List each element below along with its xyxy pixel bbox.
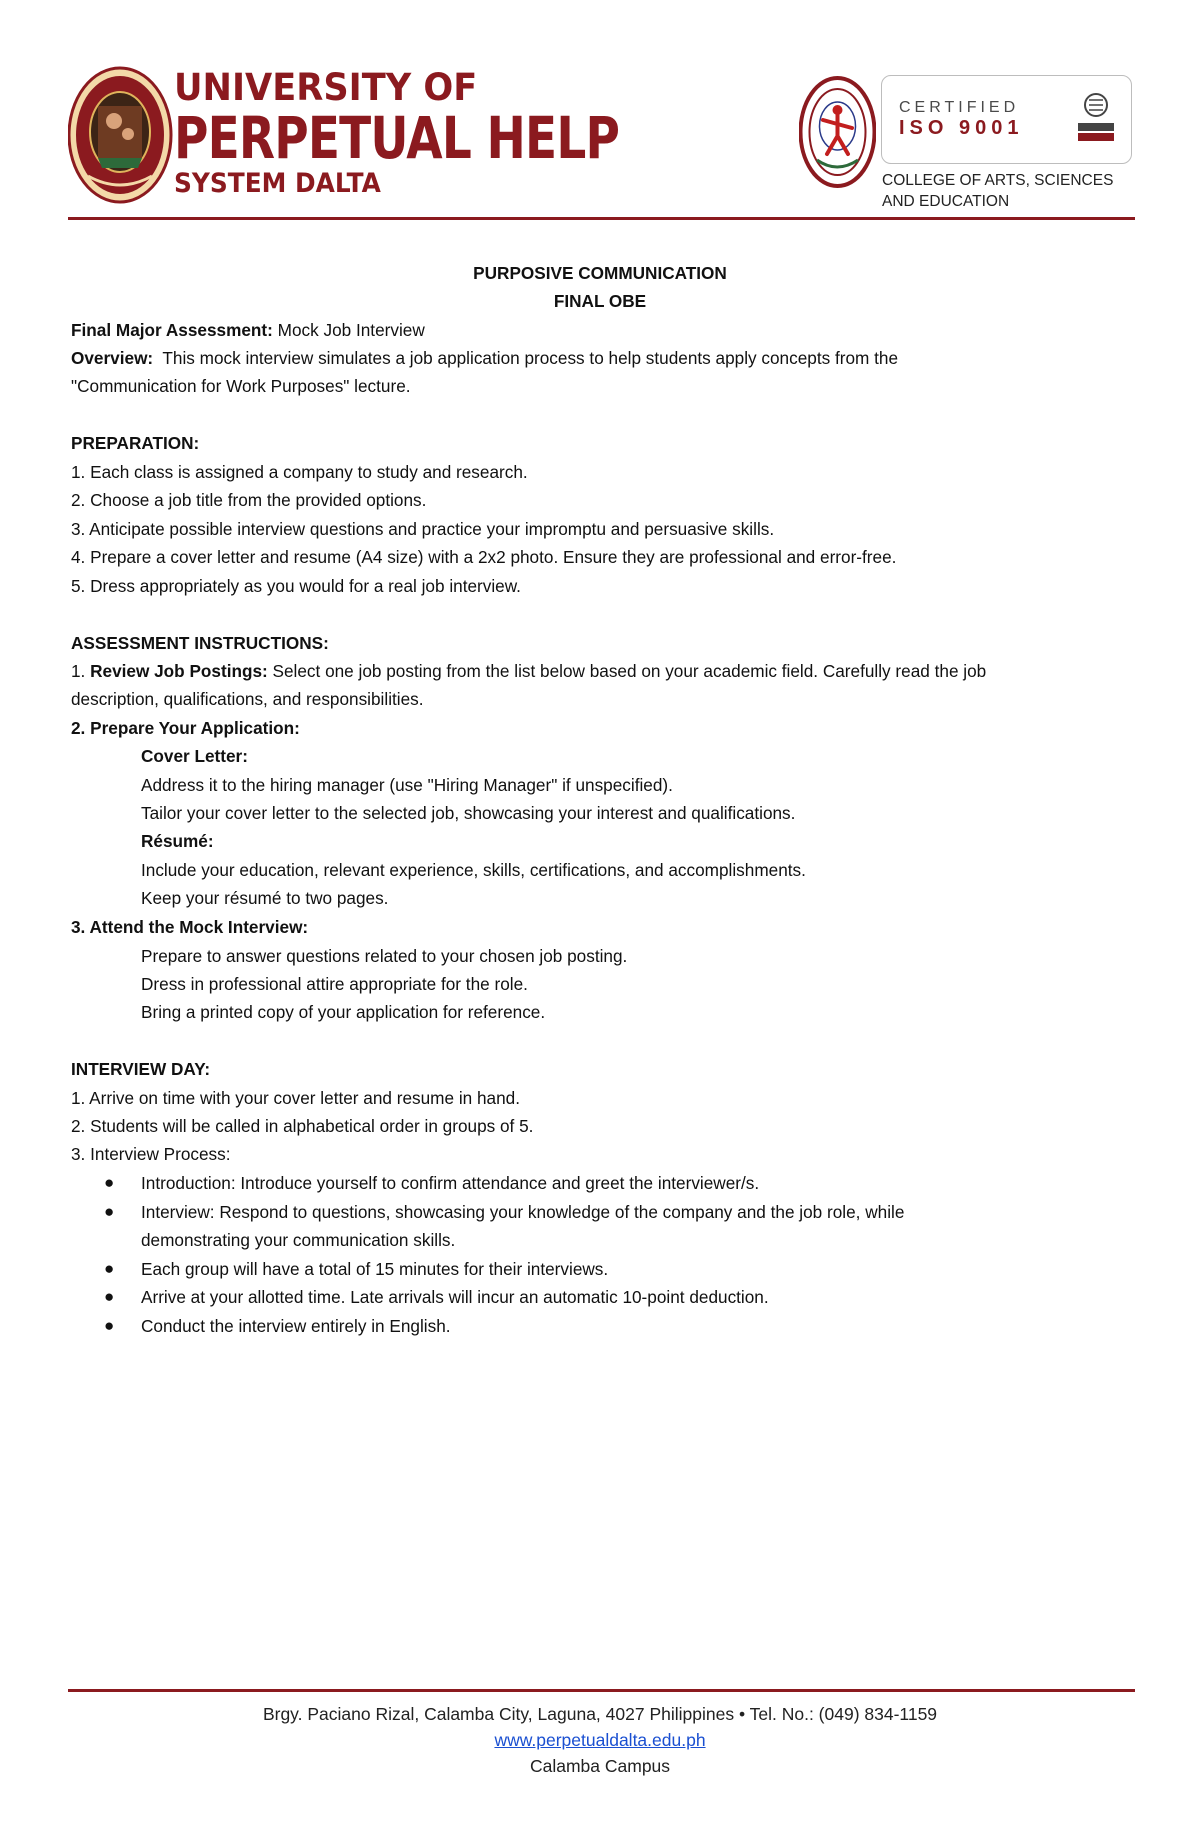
list-item: 4. Prepare a cover letter and resume (A4 size) with a 2x2 photo. Ensure they are professional and error-free. bbox=[71, 547, 897, 567]
website-link[interactable]: www.perpetualdalta.edu.ph bbox=[494, 1730, 706, 1750]
resume-label: Résumé: bbox=[141, 831, 214, 851]
bullet-icon: ● bbox=[104, 1259, 115, 1278]
step-1-continued: description, qualifications, and responsibilities. bbox=[71, 689, 424, 709]
list-item: Dress in professional attire appropriate for the role. bbox=[141, 974, 528, 994]
step-2: 2. Prepare Your Application: bbox=[71, 718, 300, 738]
overview-line: Overview: This mock interview simulates a job application process to help students apply concepts from the bbox=[71, 348, 899, 368]
course-title: PURPOSIVE COMMUNICATION bbox=[473, 263, 727, 283]
list-item: 3. Interview Process: bbox=[71, 1144, 231, 1164]
bullet-item: Introduction: Introduce yourself to confirm attendance and greet the interviewer/s. bbox=[141, 1173, 760, 1193]
list-item: Bring a printed copy of your application for reference. bbox=[141, 1002, 546, 1022]
cover-letter-label: Cover Letter: bbox=[141, 746, 248, 766]
bullet-item: Arrive at your allotted time. Late arrivals will incur an automatic 10-point deduction. bbox=[141, 1287, 769, 1307]
list-item: 2. Students will be called in alphabetical order in groups of 5. bbox=[71, 1116, 534, 1136]
list-item: 1. Arrive on time with your cover letter and resume in hand. bbox=[71, 1088, 520, 1108]
exam-title: FINAL OBE bbox=[553, 291, 647, 311]
bullet-icon: ● bbox=[104, 1316, 115, 1335]
college-seal-logo bbox=[799, 76, 876, 188]
assessment-line: Final Major Assessment: Mock Job Interview bbox=[71, 320, 425, 340]
header-rule bbox=[68, 217, 1135, 220]
step-1: 1. Review Job Postings: Select one job posting from the list below based on your academic field. Carefully read the job bbox=[71, 661, 987, 681]
bullet-item-continued: demonstrating your communication skills. bbox=[141, 1230, 456, 1250]
list-item: 2. Choose a job title from the provided options. bbox=[71, 490, 427, 510]
bullet-icon: ● bbox=[104, 1287, 115, 1306]
university-line-3: SYSTEM DALTA bbox=[174, 168, 381, 199]
bureau-veritas-logo bbox=[1074, 90, 1118, 148]
bullet-item: Each group will have a total of 15 minutes for their interviews. bbox=[141, 1259, 609, 1279]
list-item: 1. Each class is assigned a company to study and research. bbox=[71, 462, 528, 482]
instructions-heading: ASSESSMENT INSTRUCTIONS: bbox=[71, 633, 329, 653]
college-name: COLLEGE OF ARTS, SCIENCES AND EDUCATION bbox=[882, 172, 1114, 210]
footer-address: Brgy. Paciano Rizal, Calamba City, Laguna, 4027 Philippines • Tel. No.: (049) 834-1159 bbox=[262, 1704, 938, 1724]
overview-line-2: "Communication for Work Purposes" lecture. bbox=[71, 376, 411, 396]
list-item: Keep your résumé to two pages. bbox=[141, 888, 389, 908]
preparation-heading: PREPARATION: bbox=[71, 433, 200, 453]
footer-rule bbox=[68, 1689, 1135, 1692]
university-line-1: UNIVERSITY OF bbox=[174, 66, 478, 109]
bullet-item: Interview: Respond to questions, showcasing your knowledge of the company and the job role, while bbox=[141, 1202, 905, 1222]
bullet-icon: ● bbox=[104, 1202, 115, 1221]
iso-label: ISO 9001 bbox=[899, 117, 1024, 139]
list-item: Tailor your cover letter to the selected job, showcasing your interest and qualifications. bbox=[141, 803, 796, 823]
footer-campus: Calamba Campus bbox=[529, 1756, 671, 1776]
list-item: 5. Dress appropriately as you would for a real job interview. bbox=[71, 576, 521, 596]
bullet-item: Conduct the interview entirely in English. bbox=[141, 1316, 451, 1336]
list-item: 3. Anticipate possible interview questions and practice your impromptu and persuasive skills. bbox=[71, 519, 775, 539]
university-wordmark bbox=[174, 68, 634, 200]
list-item: Include your education, relevant experience, skills, certifications, and accomplishments. bbox=[141, 860, 806, 880]
list-item: Address it to the hiring manager (use "Hiring Manager" if unspecified). bbox=[141, 775, 673, 795]
iso-certification-badge bbox=[881, 75, 1132, 164]
interview-day-heading: INTERVIEW DAY: bbox=[71, 1059, 211, 1079]
footer-website-row bbox=[0, 1728, 1200, 1752]
certified-label: CERTIFIED bbox=[899, 99, 1020, 116]
step-3: 3. Attend the Mock Interview: bbox=[71, 917, 309, 937]
university-line-2: PERPETUAL HELP bbox=[174, 104, 620, 172]
list-item: Prepare to answer questions related to your chosen job posting. bbox=[141, 946, 628, 966]
university-seal-logo bbox=[68, 66, 173, 204]
bullet-icon: ● bbox=[104, 1173, 115, 1192]
